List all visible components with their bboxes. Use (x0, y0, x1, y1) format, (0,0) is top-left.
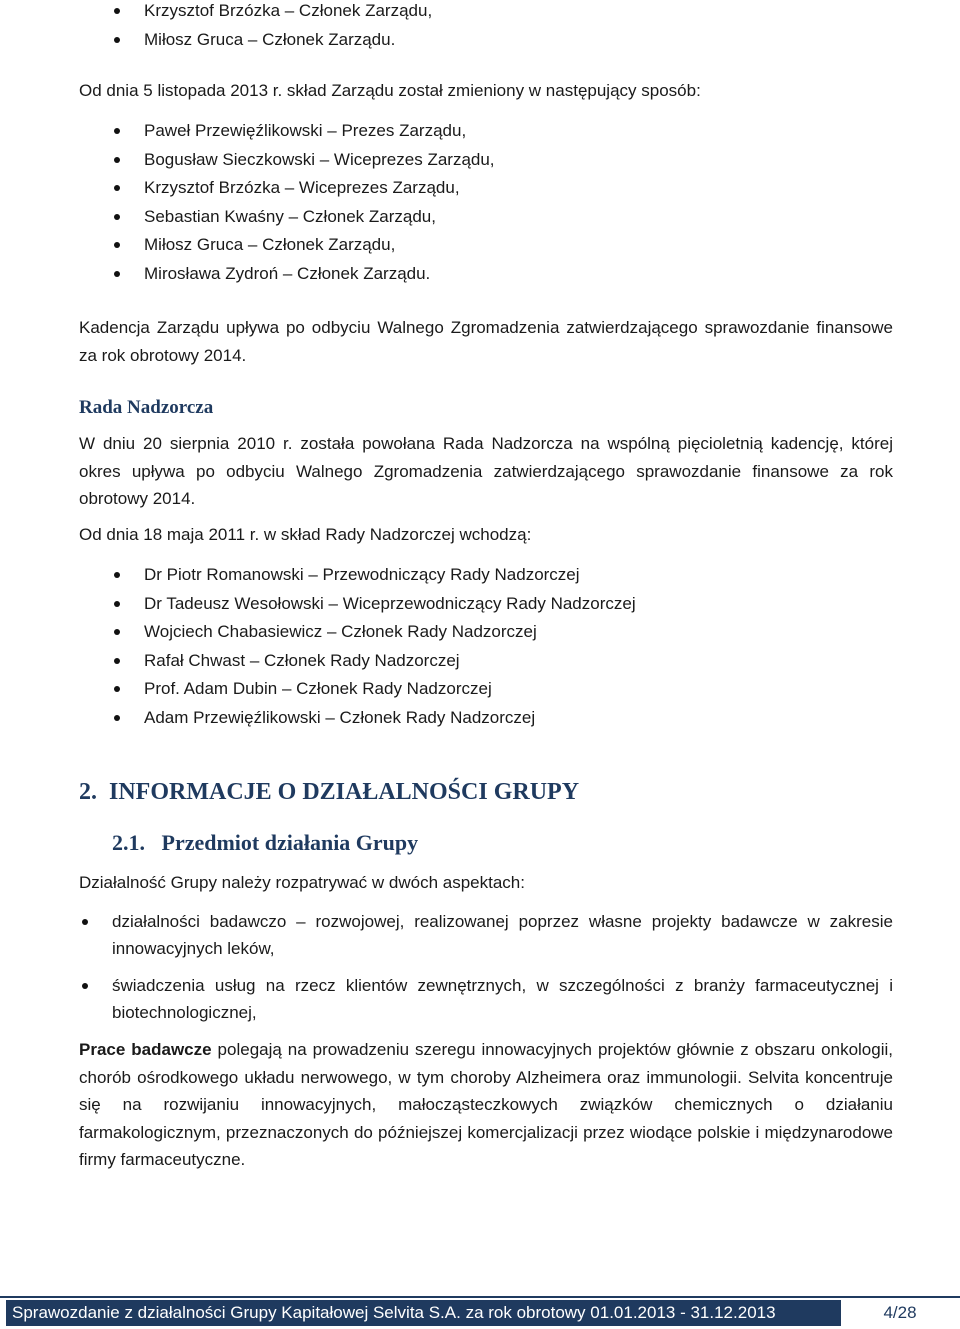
list-item: działalności badawczo – rozwojowej, realizowanej poprzez własne projekty badawcze w zakresie innowacyjnych leków, (112, 908, 893, 962)
board-term-paragraph: Kadencja Zarządu upływa po odbyciu Walnego Zgromadzenia zatwierdzającego sprawozdanie finansowe za rok obrotowy 2014. (79, 318, 893, 365)
list-item: Dr Tadeusz Wesołowski – Wiceprzewodniczący Rady Nadzorczej (144, 590, 636, 618)
list-item: Wojciech Chabasiewicz – Członek Rady Nadzorczej (144, 618, 537, 646)
research-bold-lead: Prace badawcze (79, 1040, 212, 1059)
list-item: świadczenia usług na rzecz klientów zewnętrznych, w szczególności z branży farmaceutycznej i biotechnologicznej, (112, 972, 893, 1026)
list-item: Adam Przewięźlikowski – Członek Rady Nadzorczej (144, 704, 535, 732)
supervisory-heading: Rada Nadzorcza (79, 397, 214, 418)
supervisory-intro: Od dnia 18 maja 2011 r. w skład Rady Nadzorczej wchodzą: (79, 525, 532, 544)
list-item: Mirosława Zydroń – Członek Zarządu. (144, 260, 430, 288)
section-2-1-heading: 2.1. Przedmiot działania Grupy (112, 830, 419, 855)
board-change-intro: Od dnia 5 listopada 2013 r. skład Zarządu został zmieniony w następujący sposób: (79, 81, 701, 100)
list-item: Paweł Przewięźlikowski – Prezes Zarządu, (144, 117, 466, 145)
research-paragraph (79, 1036, 893, 1174)
page-number: 4/28 (883, 1303, 917, 1322)
list-item: Dr Piotr Romanowski – Przewodniczący Rady Nadzorczej (144, 561, 580, 589)
activity-intro: Działalność Grupy należy rozpatrywać w dwóch aspektach: (79, 873, 525, 892)
page-footer (0, 1296, 960, 1328)
supervisory-paragraph: W dniu 20 sierpnia 2010 r. została powołana Rada Nadzorcza na wspólną pięcioletnią kadencję, której okres upływa po odbyciu Walnego Zgromadzenia zatwierdzającego sprawozdanie finansowe za rok obrotowy 2014. (79, 434, 893, 508)
list-item: Rafał Chwast – Członek Rady Nadzorczej (144, 647, 460, 675)
list-item: Krzysztof Brzózka – Członek Zarządu, (144, 0, 432, 25)
footer-title: Sprawozdanie z działalności Grupy Kapitałowej Selvita S.A. za rok obrotowy 01.01.2013 - 31.12.2013 (6, 1300, 841, 1326)
list-item: Krzysztof Brzózka – Wiceprezes Zarządu, (144, 174, 460, 202)
section-2-heading: 2. INFORMACJE O DZIAŁALNOŚCI GRUPY (79, 779, 580, 805)
list-item: Sebastian Kwaśny – Członek Zarządu, (144, 203, 436, 231)
list-item: Miłosz Gruca – Członek Zarządu. (144, 26, 395, 54)
list-item: Bogusław Sieczkowski – Wiceprezes Zarządu, (144, 146, 495, 174)
list-item: Miłosz Gruca – Członek Zarządu, (144, 231, 395, 259)
research-text: polegają na prowadzeniu szeregu innowacyjnych projektów głównie z obszaru onkologii, chorób ośrodkowego układu nerwowego, w tym choroby Alzheimera oraz immunologii. Selvita koncentruje się na rozwijaniu innowacyjnych, małocząsteczkowych związków chemicznych o działaniu farmakologicznym, przeznaczonych do późniejszej komercjalizacji przez wiodące polskie i międzynarodowe firmy farmaceutyczne. (79, 1040, 893, 1169)
list-item: Prof. Adam Dubin – Członek Rady Nadzorczej (144, 675, 492, 703)
